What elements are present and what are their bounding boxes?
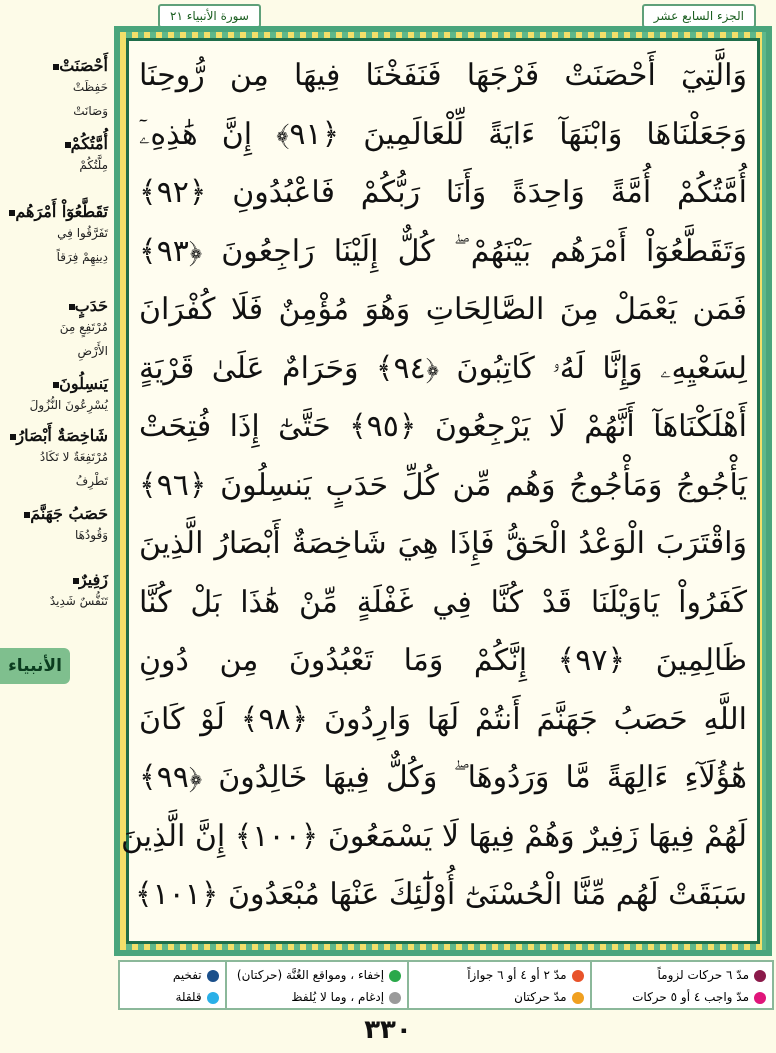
legend-text: تفخيم	[172, 968, 202, 982]
vocab-meaning: يُسْرِعُونَ النُّزُولَ	[29, 398, 108, 412]
vocab-word	[0, 374, 108, 393]
vocab-meaning: مُرْتَفِعٍ مِنَ	[59, 320, 108, 334]
legend-row	[233, 986, 401, 1008]
quran-line: لِسَعْيِهِۦ وَإِنَّا لَهُۥ كَاتِبُونَ ﴿٩٤﴾ وَحَرَامٌ عَلَىٰ قَرْيَةٍ	[139, 350, 747, 386]
quran-line: فَمَن يَعْمَلْ مِنَ الصَّالِحَاتِ وَهُوَ مُؤْمِنٌ فَلَا كُفْرَانَ	[139, 292, 747, 327]
quran-line: ظَالِمِينَ ﴿٩٧﴾ إِنَّكُمْ وَمَا تَعْبُدُونَ مِن دُونِ	[139, 643, 747, 678]
surah-label: سورة الأنبياء ٢١	[158, 4, 261, 28]
legend-row	[598, 964, 766, 986]
color-dot-icon	[572, 992, 584, 1004]
legend-column-1	[590, 962, 772, 1008]
vocab-word	[0, 134, 108, 153]
color-dot-icon	[572, 970, 584, 982]
color-dot-icon	[207, 992, 219, 1004]
vocab-meaning: وَصَانَتْ	[73, 104, 108, 118]
legend-text: إخفاء ، ومواقع الغُنَّة (حركتان)	[236, 968, 385, 982]
juz-label: الجزء السابع عشر	[642, 4, 756, 28]
quran-line: سَبَقَتْ لَهُم مِّنَّا الْحُسْنَىٰٓ أُوْلَٰٓئِكَ عَنْهَا مُبْعَدُونَ ﴿١٠١﴾	[134, 877, 747, 912]
quran-line: لَهُمْ فِيهَا زَفِيرٌ وَهُمْ فِيهَا لَا يَسْمَعُونَ ﴿١٠٠﴾ إِنَّ الَّذِينَ	[120, 818, 747, 854]
legend-row	[415, 986, 583, 1008]
page-header	[118, 0, 776, 26]
vocab-item	[0, 504, 108, 547]
vocab-item	[0, 134, 108, 177]
legend-row	[233, 964, 401, 986]
quran-line: كَفَرُواْ يَاوَيْلَنَا قَدْ كُنَّا فِي غَفْلَةٍ مِّنْ هَٰذَا بَلْ كُنَّا	[139, 584, 747, 620]
vocab-item	[0, 426, 108, 493]
legend-text: إدغام ، وما لا يُلفظ	[291, 990, 385, 1004]
vocab-meaning: مِلَّتُكُمْ	[79, 158, 108, 172]
vocab-word-text: زَفِيرٌ	[78, 570, 108, 589]
vocab-meaning: مُرْتَفِعَةٌ لا تَكَادُ	[39, 450, 108, 464]
vocab-word-text: يَنسِلُونَ	[59, 374, 108, 393]
vocab-word	[0, 56, 108, 75]
legend-row	[598, 986, 766, 1008]
legend-column-4	[120, 962, 225, 1008]
vocab-word	[0, 570, 108, 589]
color-dot-icon	[754, 970, 766, 982]
vocab-word	[0, 296, 108, 315]
vocab-meaning: تَنَفُّسٌ شَدِيدٌ	[49, 594, 108, 608]
legend-row	[126, 964, 219, 986]
vocab-meaning: دِينِهِمْ فِرَقاً	[56, 250, 108, 264]
quran-line: أُمَّتُكُمْ أُمَّةً وَاحِدَةً وَأَنَا رَبُّكُمْ فَاعْبُدُونِ ﴿٩٢﴾	[139, 175, 747, 210]
vocab-word-text: أُمَّتُكُمْ	[70, 134, 108, 153]
legend-text: مدّ ٦ حركات لزوماً	[657, 968, 749, 982]
legend-text: مدّ ٢ أو ٤ أو ٦ جوازاً	[467, 968, 567, 982]
legend-text: قلقلة	[175, 990, 202, 1004]
color-dot-icon	[754, 992, 766, 1004]
quran-line: وَالَّتِيٓ أَحْصَنَتْ فَرْجَهَا فَنَفَخْنَا فِيهَا مِن رُّوحِنَا	[139, 58, 747, 93]
vocab-item	[0, 202, 108, 269]
quran-line: وَجَعَلْنَاهَا وَابْنَهَآ ءَايَةً لِّلْعَالَمِينَ ﴿٩١﴾ إِنَّ هَٰذِهِۦٓ	[139, 116, 747, 152]
quran-line: اللَّهِ حَصَبُ جَهَنَّمَ أَنتُمْ لَهَا وَارِدُونَ ﴿٩٨﴾ لَوْ كَانَ	[139, 701, 747, 737]
tajweed-legend	[118, 960, 774, 1010]
vocab-word	[0, 202, 108, 221]
vocab-word-text: تَقَطَّعُوٓاْ أَمْرَهُم	[15, 202, 108, 221]
vocab-item	[0, 374, 108, 417]
quran-line: وَاقْتَرَبَ الْوَعْدُ الْحَقُّ فَإِذَا هِيَ شَاخِصَةٌ أَبْصَارُ الَّذِينَ	[139, 526, 747, 561]
page-number: ٣٣٠	[364, 1015, 412, 1045]
legend-row	[415, 964, 583, 986]
vocab-item	[0, 56, 108, 123]
quran-line: وَتَقَطَّعُوٓاْ أَمْرَهُم بَيْنَهُمْ ۖ كُلٌّ إِلَيْنَا رَاجِعُونَ ﴿٩٣﴾	[139, 233, 747, 269]
legend-column-2	[407, 962, 589, 1008]
color-dot-icon	[389, 992, 401, 1004]
vocab-item	[0, 570, 108, 613]
vocab-meaning: حَفِظَتْ	[72, 80, 108, 94]
vocab-meaning: تَفَرَّقُوا فِي	[57, 226, 108, 240]
surah-side-tag: الأنبياء	[0, 648, 70, 684]
quran-lines	[120, 41, 757, 941]
vocab-word-text: أَحْصَنَتْ	[59, 56, 108, 75]
quran-line: هَٰٓؤُلَآءِ ءَالِهَةً مَّا وَرَدُوهَا ۖ وَكُلٌّ فِيهَا خَالِدُونَ ﴿٩٩﴾	[139, 760, 747, 795]
quran-page-frame	[114, 26, 772, 956]
quran-line: أَهْلَكْنَاهَآ أَنَّهُمْ لَا يَرْجِعُونَ ﴿٩٥﴾ حَتَّىٰٓ إِذَا فُتِحَتْ	[139, 409, 747, 444]
legend-column-3	[225, 962, 407, 1008]
vocab-word	[0, 504, 108, 523]
vocab-word-text: شَاخِصَةٌ أَبْصَارُ	[16, 426, 108, 445]
vocab-meaning: الأَرْضِ	[77, 344, 108, 358]
vocab-item	[0, 296, 108, 363]
legend-text: مدّ حركتان	[514, 990, 567, 1004]
vocab-word-text: حَصَبُ جَهَنَّمَ	[30, 504, 108, 523]
quran-line: يَأْجُوجُ وَمَأْجُوجُ وَهُم مِّن كُلِّ حَدَبٍ يَنسِلُونَ ﴿٩٦﴾	[139, 467, 747, 503]
vocab-word	[0, 426, 108, 445]
vocab-meaning: وَقُودُهَا	[74, 528, 108, 542]
color-dot-icon	[389, 970, 401, 982]
vocab-word-text: حَدَبٍ	[74, 296, 108, 315]
vocab-meaning: تَطْرِفُ	[75, 474, 108, 488]
quran-text-area	[120, 38, 760, 944]
color-dot-icon	[207, 970, 219, 982]
legend-row	[126, 986, 219, 1008]
legend-text: مدّ واجب ٤ أو ٥ حركات	[632, 990, 749, 1004]
